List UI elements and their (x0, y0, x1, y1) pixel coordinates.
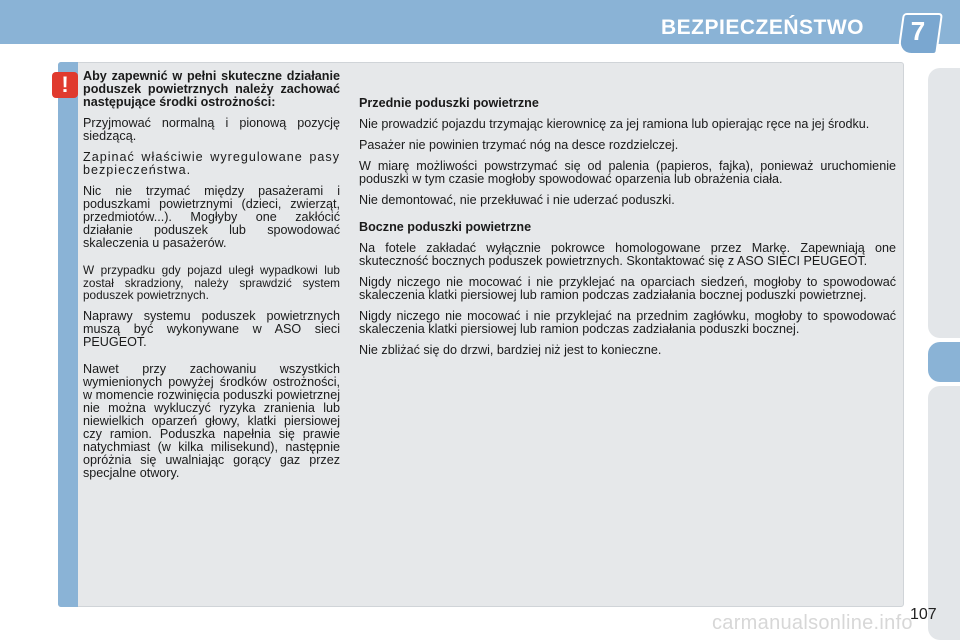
panel-accent-bar (58, 62, 78, 607)
side-airbags-heading: Boczne poduszki powietrzne (359, 220, 532, 234)
warning-icon: ! (52, 72, 78, 98)
precaution-paragraph: Przyjmować normalną i pionową pozycję siedzącą. (83, 116, 340, 143)
right-column (359, 97, 896, 365)
front-airbags-heading: Przednie poduszki powietrzne (359, 96, 539, 110)
page-title: BEZPIECZEŃSTWO (660, 16, 864, 39)
chapter-number: 7 (910, 16, 926, 46)
precaution-paragraph: Naprawy systemu poduszek powietrznych muszą być wykonywane w ASO sieci PEUGEOT. (83, 308, 340, 349)
side-tab-lower[interactable] (928, 386, 960, 640)
left-column (83, 70, 340, 488)
front-airbags-paragraph: Pasażer nie powinien trzymać nóg na desce rozdzielczej. (359, 138, 679, 152)
side-airbags-paragraph: Nigdy niczego nie mocować i nie przyklejać na przednim zagłówku, mogłoby to spowodować skaleczenia klatki piersiowej lub ramion podczas zadziałania poduszki bocznej. (359, 309, 896, 336)
front-airbags-paragraph: Nie prowadzić pojazdu trzymając kierownicę za jej ramiona lub opierając ręce na jej środku. (359, 117, 870, 131)
precaution-paragraph: Nawet przy zachowaniu wszystkich wymienionych powyżej środków ostrożności, w momencie rozwinięcia poduszki powietrznej nie można wykluczyć ryzyka zranienia lub niewielkich oparzeń głowy, klatki piersiowej czy ramion. Poduszka napełnia się prawie natychmiast (w kilka milisekund), następnie opróżnia się uwalniając gorący gaz przez specjalne otwory. (83, 361, 340, 480)
side-tab-upper[interactable] (928, 68, 960, 338)
side-airbags-paragraph: Nie zbliżać się do drzwi, bardziej niż jest to konieczne. (359, 343, 662, 357)
watermark-text: carmanualsonline.info (712, 612, 913, 634)
precautions-heading: Aby zapewnić w pełni skuteczne działanie poduszek powietrznych należy zachować następujące środki ostrożności: (83, 69, 340, 109)
front-airbags-paragraph: W miarę możliwości powstrzymać się od palenia (papieros, fajka), ponieważ uruchomienie poduszki w tym czasie mogłoby spowodować oparzenia lub obrażenia ciała. (359, 159, 896, 186)
precaution-paragraph: Zapinać właściwie wyregulowane pasy bezpieczeństwa. (83, 150, 340, 177)
side-airbags-paragraph: Nigdy niczego nie mocować i nie przyklejać na oparciach siedzeń, mogłoby to spowodować skaleczenia klatki piersiowej lub ramion podczas zadziałania bocznej poduszki powietrznej. (359, 275, 896, 302)
precaution-paragraph: W przypadku gdy pojazd uległ wypadkowi lub został skradziony, należy sprawdzić system poduszek powietrznych. (83, 263, 340, 303)
side-airbags-paragraph: Na fotele zakładać wyłącznie pokrowce homologowane przez Markę. Zapewniają one skuteczność bocznych poduszek powietrznych. Skontaktować się z ASO SIECI PEUGEOT. (359, 241, 896, 268)
front-airbags-paragraph: Nie demontować, nie przekłuwać i nie uderzać poduszki. (359, 193, 675, 207)
side-tab-active[interactable] (928, 342, 960, 382)
precaution-paragraph: Nic nie trzymać między pasażerami i poduszkami powietrznymi (dzieci, zwierząt, przedmiotów...). Mogłyby one zakłócić działanie poduszek lub spowodować skaleczenia u pasażerów. (83, 184, 340, 250)
page-number: 107 (910, 606, 937, 623)
